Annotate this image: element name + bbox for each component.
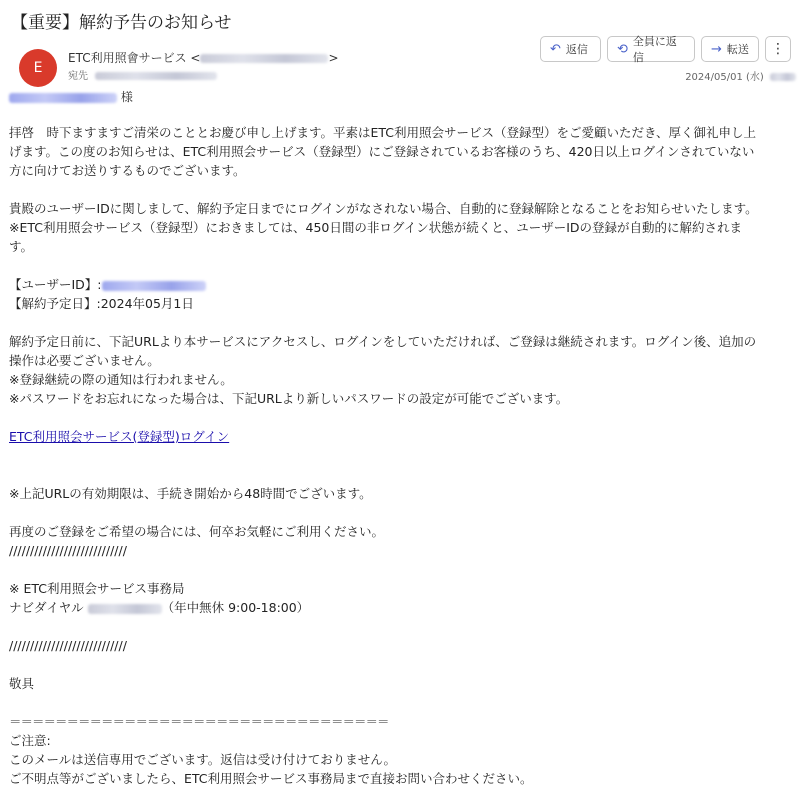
body-text: 貴殿のユーザーIDに関しまして、解約予定日までにログインがなされない場合、自動的に登録解除となることをお知らせいたします。 [9,201,758,216]
received-date-text: 2024/05/01 (水) [685,72,764,83]
user-id-redacted [102,281,206,291]
body-text: 拝啓 時下ますますご清栄のこととお慶び申し上げます。平素はETC利用照会サービス（登録型）をご愛顧いただき、厚く御礼申し上 [9,125,757,140]
body-text: 操作は必要ございません。 [9,353,160,368]
reply-all-button[interactable] [607,36,695,62]
forward-label: 転送 [726,43,749,56]
reply-all-icon: ⟲ [617,41,628,57]
email-subject: 【重要】解約予告のお知らせ [11,13,232,33]
body-text: 方に向けてお送りするものでございます。 [9,163,246,178]
to-line [68,67,217,82]
sender-name: ETC利用照會サービス [68,51,187,65]
reply-icon: ↶ [550,41,561,57]
email-body [9,123,794,788]
sender-email-redacted [200,54,328,63]
forward-icon: → [711,41,722,57]
forward-button[interactable] [701,36,759,62]
body-text: ※登録継続の際の通知は行われません。 [9,372,233,387]
reply-button[interactable] [540,36,601,62]
recipient-suffix: 様 [120,90,133,104]
notice-text: このメールは送信専用でございます。返信は受け付けておりません。 [9,752,397,767]
notice-text: ご不明点等がございましたら、ETC利用照会サービス事務局まで直接お問い合わせください。 [9,771,533,786]
login-link[interactable]: ETC利用照会サービス(登録型)ログイン [9,429,230,444]
office-name: ※ ETC利用照会サービス事務局 [9,581,185,596]
body-text: ※パスワードをお忘れになった場合は、下記URLより新しいパスワードの設定が可能でございます。 [9,391,569,406]
separator-equals: ＝＝＝＝＝＝＝＝＝＝＝＝＝＝＝＝＝＝＝＝＝＝＝＝＝＝＝＝＝＝＝＝＝ [9,714,389,729]
to-address-redacted [95,72,217,80]
cancel-date-line: 【解約予定日】:2024年05月1日 [9,296,194,311]
body-text: 再度のご登録をご希望の場合には、何卒お気軽にご利用ください。 [9,524,385,539]
body-text: す。 [9,239,34,254]
navi-number-redacted [88,604,162,614]
recipient-line [9,88,133,105]
avatar-letter: E [33,60,43,76]
navi-label: ナビダイヤル [9,600,88,615]
received-time-redacted [770,73,796,81]
validity-note: ※上記URLの有効期限は、手続き開始から48時間でございます。 [9,486,372,501]
body-text: 解約予定日前に、下記URLより本サービスにアクセスし、ログインをしていただければ、ご登録は継続されます。ログイン後、追加の [9,334,757,349]
user-id-line [9,275,794,294]
sender-close-bracket: > [328,51,339,65]
reply-all-label: 全員に返信 [632,35,677,64]
closing-keigu: 敬具 [9,676,35,691]
reply-label: 返信 [565,43,588,56]
received-date [685,68,796,83]
body-text: ※ETC利用照会サービス（登録型）におきましては、450日間の非ログイン状態が続くと、ユーザーIDの登録が自動的に解約されま [9,220,743,235]
body-text: げます。この度のお知らせは、ETC利用照会サービス（登録型）にご登録されているお客様のうち、420日以上ログインされていない [9,144,755,159]
sender-line [68,49,339,66]
navi-dial-line [9,598,794,617]
sender-open-bracket: < [186,51,201,65]
navi-hours: （年中無休 9:00-18:00） [161,600,310,615]
separator-slash: //////////////////////////// [9,543,127,558]
to-label: 宛先 [68,71,88,82]
message-toolbar [540,36,791,62]
separator-slash: //////////////////////////// [9,638,127,653]
more-icon: ⋮ [771,41,785,57]
user-id-label: 【ユーザーID】: [9,277,102,292]
sender-avatar [19,49,57,87]
recipient-redacted [9,93,117,103]
more-actions-button[interactable] [765,36,791,62]
notice-title: ご注意: [9,733,51,748]
